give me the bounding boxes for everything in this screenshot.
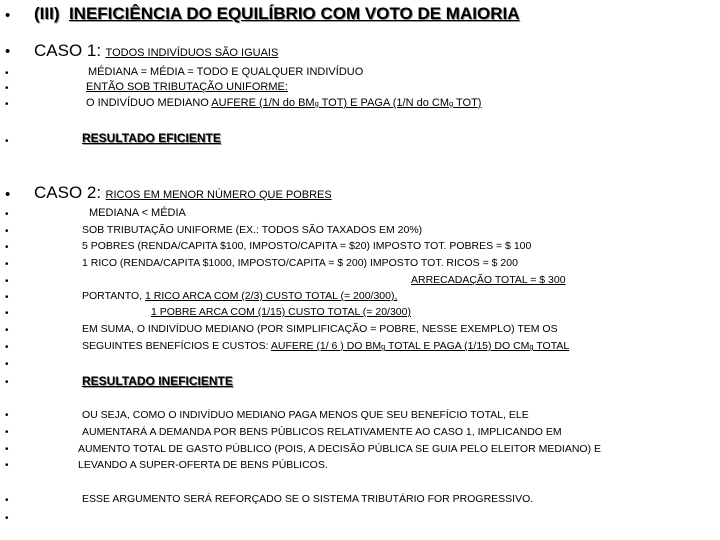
case2-line9-c: TOTAL: [533, 340, 570, 352]
bullet: •: [5, 43, 11, 60]
case1-line3-c: TOT): [453, 97, 482, 109]
bullet: •: [5, 342, 9, 353]
case2-line5: ARRECADAÇÃO TOTAL = $ 300: [411, 274, 566, 286]
bullet: •: [5, 427, 9, 438]
bullet: •: [5, 377, 9, 388]
case2-result: RESULTADO INEFICIENTE: [82, 374, 233, 388]
case2-line4: 1 RICO (RENDA/CAPITA $1000, IMPOSTO/CAPITA = $ 200) IMPOSTO TOT. RICOS = $ 200: [82, 257, 518, 269]
case2-label: CASO 2:: [34, 183, 102, 202]
case2-line8: EM SUMA, O INDIVÍDUO MEDIANO (POR SIMPLIFICAÇÃO = POBRE, NESSE EXEMPLO) TEM OS: [82, 323, 558, 335]
bullet: •: [5, 410, 9, 421]
case2-line1: MEDIANA < MÉDIA: [89, 207, 186, 219]
case2-line7: 1 POBRE ARCA COM (1/15) CUSTO TOTAL (= 20/300): [151, 306, 411, 318]
case1-line3: [86, 98, 481, 109]
page-title: [34, 5, 519, 22]
case2-line2: SOB TRIBUTAÇÃO UNIFORME (EX.: TODOS SÃO TAXADOS EM 20%): [82, 224, 423, 236]
bullet: •: [5, 242, 9, 253]
bullet: •: [5, 99, 9, 110]
bullet: •: [5, 495, 9, 506]
case1-label: CASO 1:: [34, 41, 102, 60]
bullet: •: [5, 259, 9, 270]
bullet: •: [5, 325, 9, 336]
case2-line9-a: AUFERE (1/ 6 ) DO BM: [270, 340, 382, 352]
conclusion-line1: OU SEJA, COMO O INDIVÍDUO MEDIANO PAGA MENOS QUE SEU BENEFÍCIO TOTAL, ELE: [82, 409, 529, 421]
bullet: •: [5, 136, 9, 147]
case1-line3-a: AUFERE (1/N do BM: [211, 97, 315, 109]
case1-line3-prefix: O INDIVÍDUO MEDIANO: [86, 97, 209, 109]
case2-line9-a-sub: g: [381, 342, 386, 351]
bullet: •: [5, 359, 9, 370]
case1-header: [34, 42, 278, 60]
conclusion-line2: AUMENTARÁ A DEMANDA POR BENS PÚBLICOS RELATIVAMENTE AO CASO 1, IMPLICANDO EM: [82, 426, 562, 438]
title-text: INEFICIÊNCIA DO EQUILÍBRIO COM VOTO DE MAIORIA: [68, 4, 520, 23]
case2-line9: [82, 341, 569, 352]
bullet: •: [5, 83, 9, 94]
case2-line9-prefix: SEGUINTES BENEFÍCIOS E CUSTOS:: [82, 340, 269, 352]
case1-heading: TODOS INDIVÍDUOS SÃO IGUAIS: [105, 47, 279, 59]
case2-line3: 5 POBRES (RENDA/CAPITA $100, IMPOSTO/CAPITA = $20) IMPOSTO TOT. POBRES = $ 100: [82, 240, 532, 252]
bullet: •: [5, 209, 9, 220]
case2-line9-underlined: [271, 340, 569, 352]
conclusion-line4: LEVANDO A SUPER-OFERTA DE BENS PÚBLICOS.: [78, 459, 328, 471]
bullet: •: [5, 460, 9, 471]
bullet: •: [5, 7, 11, 24]
bullet: •: [5, 276, 9, 287]
case1-line2: ENTÃO SOB TRIBUTAÇÃO UNIFORME:: [86, 81, 288, 93]
case1-line3-a-sub: g: [314, 99, 319, 108]
case2-line6-underlined: 1 RICO ARCA COM (2/3) CUSTO TOTAL (= 200/300),: [145, 290, 398, 302]
conclusion-line3: AUMENTO TOTAL DE GASTO PÚBLICO (POIS, A DECISÃO PÚBLICA SE GUIA PELO ELEITOR MEDIANO) E: [78, 443, 602, 455]
bullet: •: [5, 226, 9, 237]
case2-header: [34, 184, 332, 202]
bullet: •: [5, 68, 9, 79]
case2-line9-b-sub: g: [529, 342, 534, 351]
case2-line6-prefix: PORTANTO,: [82, 290, 143, 302]
case1-line3-b: TOT) E PAGA (1/N do CM: [318, 97, 449, 109]
title-marker: (III): [34, 4, 60, 23]
case2-line6: [82, 291, 397, 302]
case1-result: RESULTADO EFICIENTE: [82, 131, 221, 145]
case2-heading: RICOS EM MENOR NÚMERO QUE POBRES: [105, 189, 332, 201]
bullet: •: [5, 444, 9, 455]
case1-line3-underlined: [211, 97, 481, 109]
case1-line3-b-sub: g: [448, 99, 454, 108]
bullet: •: [5, 308, 9, 319]
bullet: •: [5, 186, 11, 203]
bullet: •: [5, 513, 9, 524]
bullet: •: [5, 292, 9, 303]
case1-line1: MÉDIANA = MÉDIA = TODO E QUALQUER INDIVÍDUO: [88, 66, 364, 78]
conclusion-line5: ESSE ARGUMENTO SERÁ REFORÇADO SE O SISTEMA TRIBUTÁRIO FOR PROGRESSIVO.: [82, 493, 534, 505]
case2-line9-b: TOTAL E PAGA (1/15) DO CM: [385, 340, 530, 352]
